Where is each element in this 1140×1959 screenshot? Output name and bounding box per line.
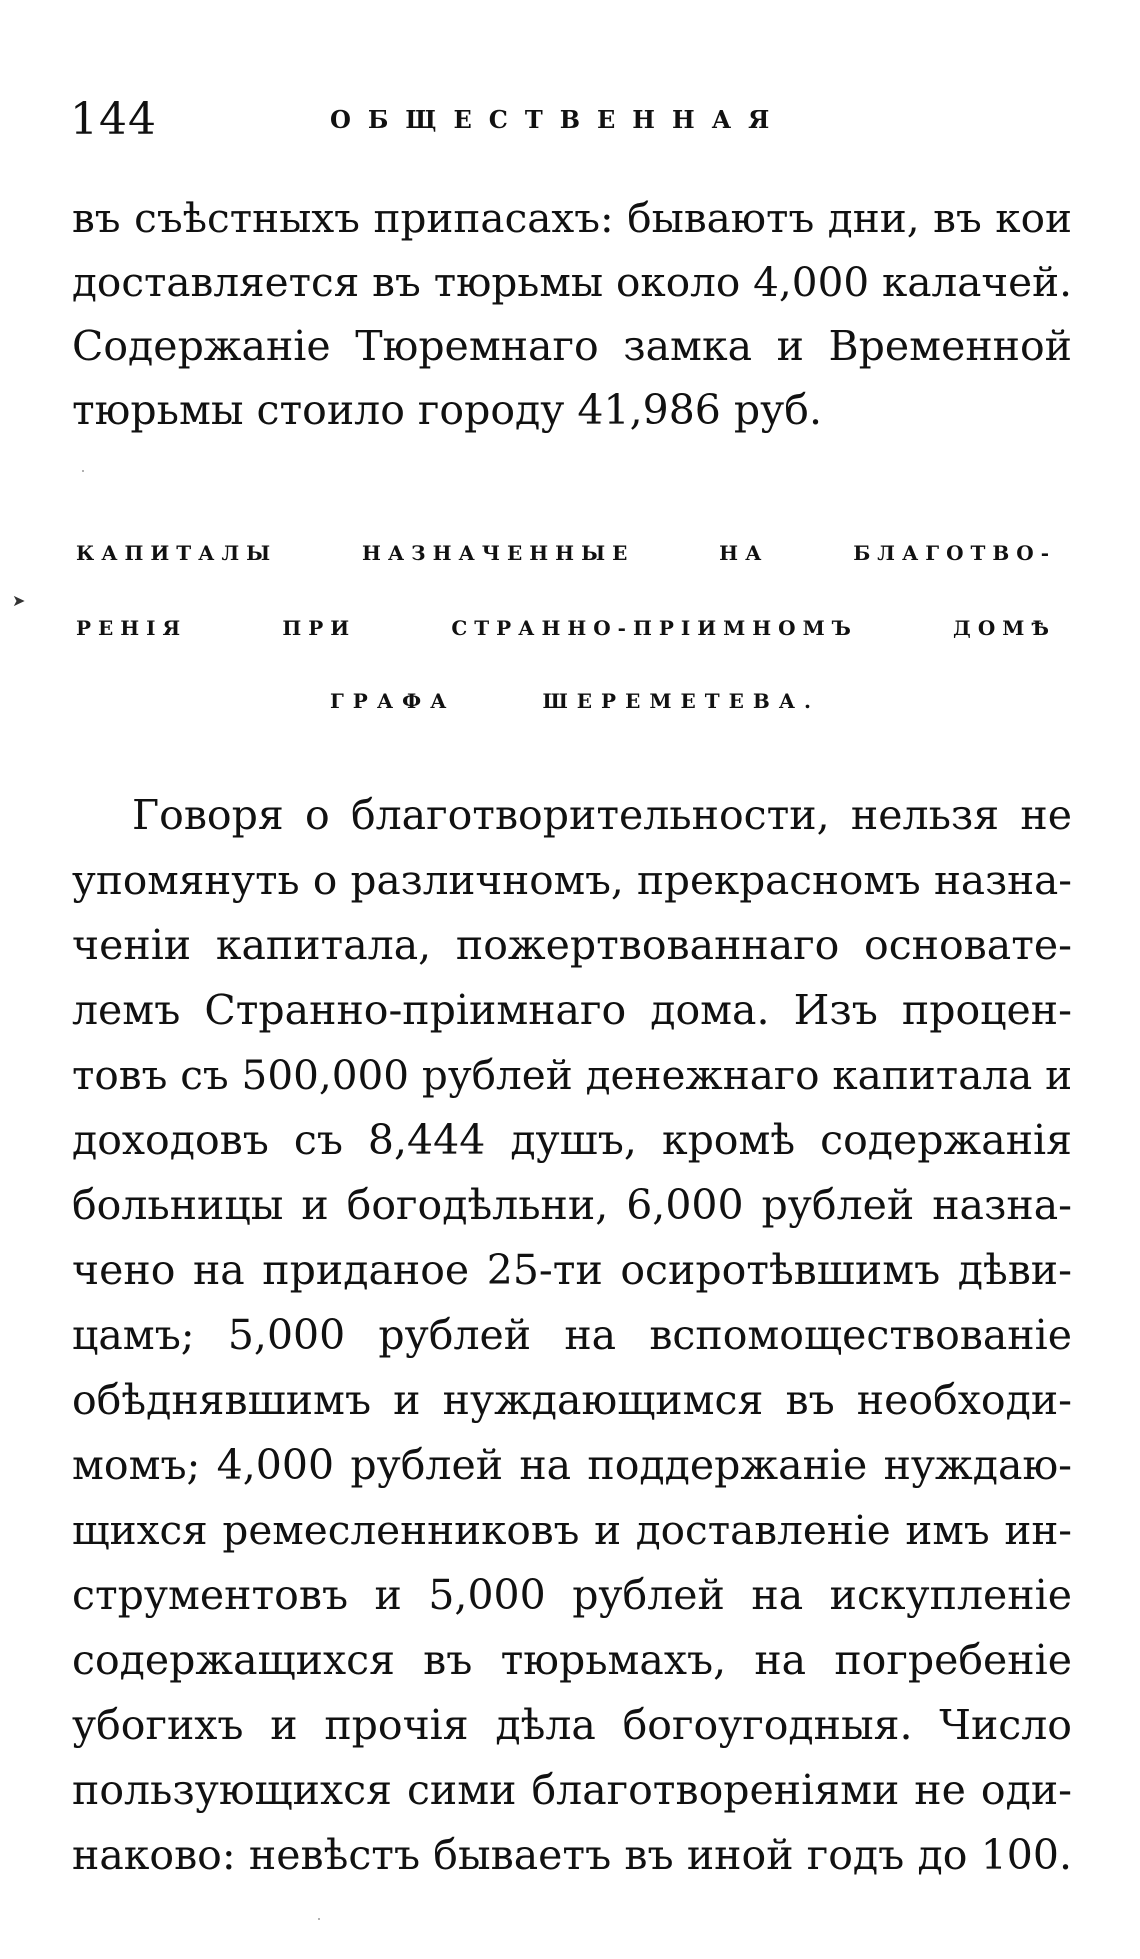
text-line: лемъ Странно-пріимнаго дома. Изъ процен- [72, 986, 1072, 1034]
heading-line: ГРАФА ШЕРЕМЕТЕВА. [330, 689, 820, 713]
text-line: доставляется въ тюрьмы около 4,000 калачей. [72, 258, 1072, 306]
heading-line: РЕНІЯ ПРИ СТРАННО-ПРІИМНОМЪ ДОМѢ [76, 616, 1056, 640]
text-line: момъ; 4,000 рублей на поддержаніе нуждаю- [72, 1441, 1072, 1489]
text-line: упомянуть о различномъ, прекрасномъ назна- [72, 856, 1072, 904]
text-line: Содержаніе Тюремнаго замка и Временной [72, 322, 1072, 370]
text-line: обѣднявшимъ и нуждающимся въ необходи- [72, 1376, 1072, 1424]
print-speck [82, 470, 84, 472]
page-number: 144 [70, 94, 157, 145]
text-line: въ съѣстныхъ припасахъ: бываютъ дни, въ кои [72, 194, 1072, 242]
print-speck [318, 1918, 320, 1920]
running-head: ОБЩЕСТВЕННАЯ [330, 105, 787, 134]
margin-arrow-icon: ➤ [12, 591, 26, 610]
text-line: Говоря о благотворительности, нельзя не [132, 791, 1072, 839]
text-line: струментовъ и 5,000 рублей на искупленіе [72, 1571, 1072, 1619]
text-line: чено на приданое 25-ти осиротѣвшимъ дѣви- [72, 1246, 1072, 1294]
text-line: убогихъ и прочія дѣла богоугодныя. Число [72, 1701, 1072, 1749]
text-line: тюрьмы стоило городу 41,986 руб. [72, 386, 822, 434]
heading-line: КАПИТАЛЫ НАЗНАЧЕННЫЕ НА БЛАГОТВО- [76, 541, 1056, 565]
text-line: доходовъ съ 8,444 душъ, кромѣ содержанія [72, 1116, 1072, 1164]
text-line: щихся ремесленниковъ и доставленіе имъ ин- [72, 1506, 1072, 1554]
text-line: товъ съ 500,000 рублей денежнаго капитала и [72, 1051, 1073, 1099]
text-line: цамъ; 5,000 рублей на вспомоществованіе [72, 1311, 1072, 1359]
text-line: больницы и богодѣльни, 6,000 рублей назна- [72, 1181, 1072, 1229]
text-line: ченіи капитала, пожертвованнаго основате- [72, 921, 1072, 969]
page-header [70, 90, 1080, 150]
text-line: наково: невѣстъ бываетъ въ иной годъ до 100. [72, 1831, 1072, 1879]
text-line: пользующихся сими благотвореніями не оди- [72, 1766, 1072, 1814]
text-line: содержащихся въ тюрьмахъ, на погребеніе [72, 1636, 1072, 1684]
